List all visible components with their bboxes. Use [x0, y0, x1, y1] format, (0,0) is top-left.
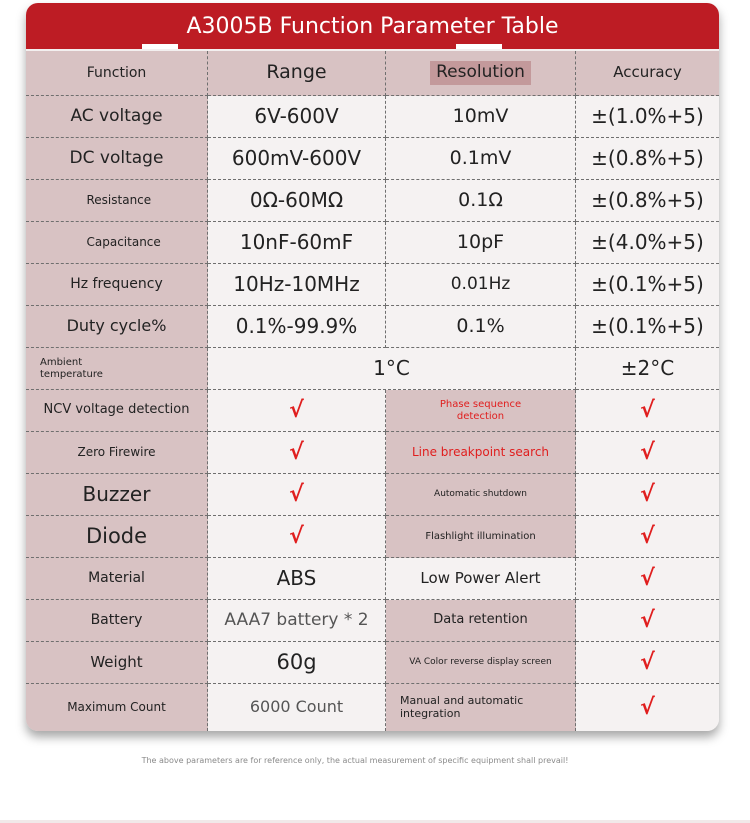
resolution-cell: 0.1mV — [386, 138, 576, 180]
function-cell: Maximum Count — [26, 684, 208, 731]
function-cell — [26, 180, 208, 222]
table-row — [26, 180, 719, 222]
resolution-cell: Data retention — [386, 600, 576, 642]
table-row — [26, 264, 719, 306]
table-row — [26, 306, 719, 348]
range-cell: 10Hz-10MHz — [208, 264, 386, 306]
function-cell: Duty cycle% — [26, 306, 208, 348]
header-resolution — [386, 51, 576, 96]
header-range: Range — [208, 51, 386, 96]
resolution-cell: 10mV — [386, 96, 576, 138]
resolution-cell: Flashlight illumination — [386, 516, 576, 558]
function-cell: Hz frequency — [26, 264, 208, 306]
function-cell: Weight — [26, 642, 208, 684]
function-cell: Material — [26, 558, 208, 600]
range-cell: 0Ω-60MΩ — [208, 180, 386, 222]
function-cell-text: Resistance — [86, 192, 152, 207]
function-cell — [26, 222, 208, 264]
function-cell: Battery — [26, 600, 208, 642]
range-cell: 10nF-60mF — [208, 222, 386, 264]
accuracy-cell: ±(0.1%+5) — [576, 306, 719, 348]
resolution-cell: VA Color reverse display screen — [386, 642, 576, 684]
table-row — [26, 642, 719, 684]
table-row — [26, 600, 719, 642]
resolution-cell: 0.01Hz — [386, 264, 576, 306]
function-cell: Zero Firewire — [26, 432, 208, 474]
function-cell: NCV voltage detection — [26, 390, 208, 432]
header-function: Function — [26, 51, 208, 96]
check-mark: √ — [576, 558, 719, 600]
accuracy-cell: ±(0.1%+5) — [576, 264, 719, 306]
table-row — [26, 222, 719, 264]
table-title: A3005B Function Parameter Table — [26, 3, 719, 49]
resolution-cell-text: Manual and automatic integration — [400, 693, 524, 720]
header-accuracy: Accuracy — [576, 51, 719, 96]
table-row — [26, 474, 719, 516]
table-row — [26, 348, 719, 390]
check-mark: √ — [208, 474, 386, 516]
header-resolution-label: Resolution — [430, 61, 531, 85]
resolution-cell — [386, 684, 576, 731]
function-cell: AC voltage — [26, 96, 208, 138]
table-row — [26, 432, 719, 474]
check-mark: √ — [576, 390, 719, 432]
function-cell: DC voltage — [26, 138, 208, 180]
check-mark: √ — [576, 474, 719, 516]
function-cell: Buzzer — [26, 474, 208, 516]
table-row — [26, 138, 719, 180]
range-cell: 0.1%-99.9% — [208, 306, 386, 348]
function-cell-text: Capacitance — [86, 234, 161, 249]
range-cell: 600mV-600V — [208, 138, 386, 180]
function-cell — [26, 348, 208, 390]
parameter-table-card — [26, 3, 719, 731]
range-cell: ABS — [208, 558, 386, 600]
resolution-cell: Line breakpoint search — [386, 432, 576, 474]
check-mark: √ — [208, 390, 386, 432]
table-row — [26, 684, 719, 731]
table-row — [26, 96, 719, 138]
range-cell: 6V-600V — [208, 96, 386, 138]
check-mark: √ — [576, 600, 719, 642]
table-row — [26, 516, 719, 558]
check-mark: √ — [576, 684, 719, 731]
accuracy-cell: ±(0.8%+5) — [576, 138, 719, 180]
check-mark: √ — [576, 642, 719, 684]
table-row — [26, 558, 719, 600]
resolution-cell: Automatic shutdown — [386, 474, 576, 516]
function-cell: Diode — [26, 516, 208, 558]
resolution-cell: Low Power Alert — [386, 558, 576, 600]
resolution-cell: Phase sequence detection — [386, 390, 576, 432]
accuracy-cell: ±(1.0%+5) — [576, 96, 719, 138]
accuracy-cell: ±(0.8%+5) — [576, 180, 719, 222]
accuracy-cell: ±(4.0%+5) — [576, 222, 719, 264]
range-cell: AAA7 battery * 2 — [208, 600, 386, 642]
accuracy-cell: ±2°C — [576, 348, 719, 390]
resolution-cell: 0.1Ω — [386, 180, 576, 222]
check-mark: √ — [208, 432, 386, 474]
function-cell-text: Ambient temperature — [40, 357, 103, 380]
table-row — [26, 390, 719, 432]
range-resolution-merged-cell: 1°C — [208, 348, 576, 390]
resolution-cell: 10pF — [386, 222, 576, 264]
table-header-row — [26, 51, 719, 96]
check-mark: √ — [576, 516, 719, 558]
check-mark: √ — [576, 432, 719, 474]
range-cell: 60g — [208, 642, 386, 684]
check-mark: √ — [208, 516, 386, 558]
range-cell: 6000 Count — [208, 684, 386, 731]
footnote: The above parameters are for reference only, the actual measurement of specific equipment shall prevail! — [141, 756, 569, 765]
resolution-cell: 0.1% — [386, 306, 576, 348]
